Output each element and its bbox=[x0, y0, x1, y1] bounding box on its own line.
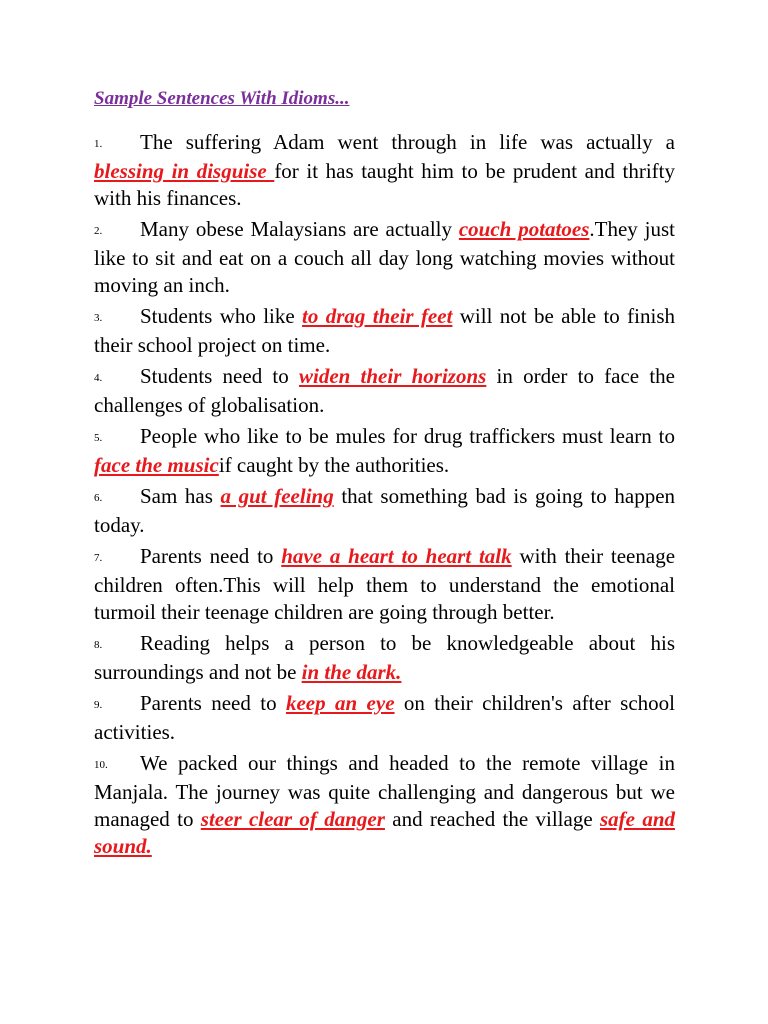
idiom-phrase: have a heart to heart talk bbox=[281, 544, 512, 568]
idiom-phrase: blessing in disguise bbox=[94, 159, 275, 183]
idiom-phrase: keep an eye bbox=[285, 691, 395, 715]
page-title: Sample Sentences With Idioms... bbox=[94, 88, 350, 109]
sentence-number: 4. bbox=[94, 372, 103, 384]
sentence-number: 5. bbox=[94, 432, 103, 444]
sentence-text: Students who like bbox=[140, 304, 303, 328]
sentence-text: .They just like to sit and eat on a couch all day long watching movies without moving an inch. bbox=[94, 217, 675, 297]
sentence-text: with their teenage children often.This will help them to understand the emotional turmoil their teenage children are going through better. bbox=[94, 544, 676, 624]
idiom-phrase: face the music bbox=[94, 453, 219, 477]
sentence-text: Many obese Malaysians are actually bbox=[140, 217, 459, 241]
sentence-text: We packed our things and headed to the remote village in Manjala. The journey was quite challenging and dangerous but we managed to bbox=[94, 751, 675, 831]
sentence-item bbox=[94, 630, 675, 686]
idiom-phrase: in the dark. bbox=[301, 660, 402, 684]
sentence-number: 2. bbox=[94, 225, 103, 237]
sentence-item bbox=[94, 303, 675, 359]
sentence-text: on their children's after school activities. bbox=[94, 691, 675, 744]
sentence-text: Parents need to bbox=[140, 691, 286, 715]
sentence-text: People who like to be mules for drug traffickers must learn to bbox=[140, 424, 675, 448]
sentence-text: Sam has bbox=[140, 484, 221, 508]
sentence-item bbox=[94, 483, 675, 539]
sentence-text: for it has taught him to be prudent and thrifty with his finances. bbox=[94, 159, 676, 210]
sentence-item bbox=[94, 750, 675, 860]
sentence-text: Parents need to bbox=[140, 544, 282, 568]
sentence-item bbox=[94, 216, 675, 299]
idiom-phrase: to drag their feet bbox=[302, 304, 453, 328]
sentence-number: 3. bbox=[94, 312, 103, 324]
idiom-phrase: widen their horizons bbox=[298, 364, 487, 388]
idiom-phrase: couch potatoes bbox=[458, 217, 590, 241]
sentence-number: 7. bbox=[94, 552, 103, 564]
sentence-list bbox=[94, 129, 675, 864]
idiom-phrase: a gut feeling bbox=[220, 484, 334, 508]
sentence-text: The suffering Adam went through in life was actually a bbox=[140, 130, 675, 154]
sentence-number: 1. bbox=[94, 138, 103, 150]
sentence-number: 10. bbox=[94, 759, 108, 771]
sentence-text: Reading helps a person to be knowledgeable about his surroundings and not be bbox=[94, 631, 675, 684]
sentence-item bbox=[94, 543, 675, 626]
sentence-text: in order to face the challenges of globalisation. bbox=[94, 364, 675, 417]
sentence-text: and reached the village bbox=[384, 807, 600, 831]
idiom-phrase: safe and sound. bbox=[94, 807, 675, 858]
sentence-number: 6. bbox=[94, 492, 103, 504]
sentence-item bbox=[94, 423, 675, 479]
sentence-text: that something bad is going to happen today. bbox=[94, 484, 676, 537]
sentence-text: will not be able to finish their school project on time. bbox=[94, 304, 675, 357]
sentence-number: 9. bbox=[94, 699, 103, 711]
sentence-text: Students need to bbox=[140, 364, 299, 388]
sentence-item bbox=[94, 690, 675, 746]
idiom-phrase: steer clear of danger bbox=[200, 807, 385, 831]
sentence-item bbox=[94, 363, 675, 419]
sentence-number: 8. bbox=[94, 639, 103, 651]
sentence-text: if caught by the authorities. bbox=[218, 453, 450, 477]
sentence-item bbox=[94, 129, 675, 212]
